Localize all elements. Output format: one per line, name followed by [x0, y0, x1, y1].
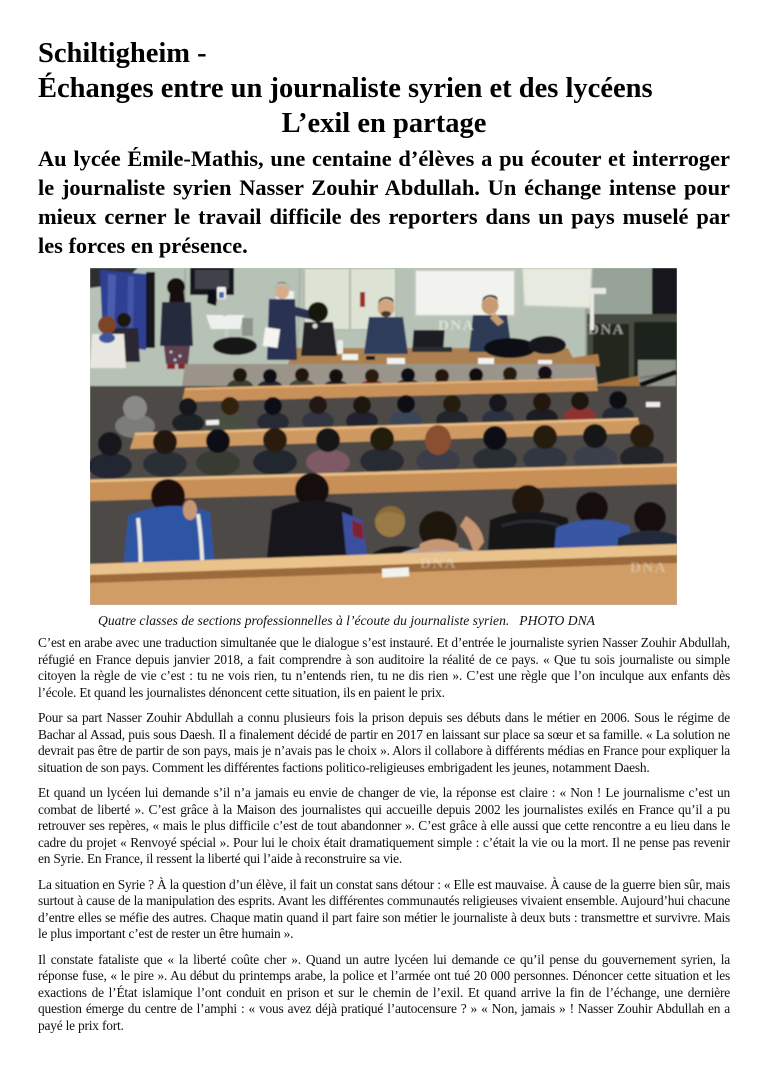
- body-paragraph: Et quand un lycéen lui demande s’il n’a jamais eu envie de changer de vie, la réponse est claire : « Non ! Le journalisme c’est un combat de liberté ». C’est grâce à la Maison des journalistes qui accueille depuis 2002 les journalistes exilés en France qu’il a pu retrouver ses repères, « mais le plus difficile c’est de tout abandonner ». C’est grâce à elle aussi que cette rencontre a eu lieu dans le cadre du projet « Renvoyé spécial ». Pour lui le choix était dramatiquement simple : c’était la vie ou la mort. Il ne pense pas revenir en Syrie. En France, il ressent la liberté qui l’aide à reconstruire sa vie.: [38, 785, 730, 866]
- lecture-hall-photo: [90, 268, 677, 605]
- article-lede: Au lycée Émile-Mathis, une centaine d’élèves a pu écouter et interroger le journaliste syrien Nasser Zouhir Abdullah. Un échange intense pour mieux cerner le travail difficile des reporters dans un pays muselé par les forces en présence.: [38, 146, 730, 258]
- article-header: [38, 36, 730, 260]
- title-line-3: L’exil en partage: [281, 108, 487, 139]
- fire-extinguisher: [360, 292, 365, 307]
- body-paragraph: C’est en arabe avec une traduction simultanée que le dialogue s’est instauré. Et d’entrée le journaliste syrien Nasser Zouhir Abdullah, réfugié en France depuis janvier 2018, a fait comprendre à son auditoire la réalité de ce pays. « Que tu sois journaliste ou simple citoyen la règle de vie c’est : tu ne vois rien, tu n’entends rien, tu ne dis rien ». C’est une règle que l’on inculque aux enfants dès l’école. Et quand les journalistes dénoncent cette situation, ils en paient le prix.: [38, 635, 730, 700]
- title-line-2: Échanges entre un journaliste syrien et des lycéens: [38, 73, 653, 104]
- soap-dispenser: [217, 287, 226, 299]
- whiteboard: [415, 270, 515, 316]
- photo-caption-text: Quatre classes de sections professionnelles à l’écoute du journaliste syrien.: [98, 613, 510, 628]
- body-paragraph: Il constate fataliste que « la liberté coûte cher ». Quand un autre lycéen lui demande ce qu’il pense du gouvernement syrien, la réponse fuse, « le pire ». Au début du printemps arabe, la police et l’armée ont tué 20 000 personnes. Dénoncer cette situation et les exactions de l’État islamique l’ont conduit en prison et sur le chemin de l’exil. Et quand arrive la fin de l’échange, une dernière question émerge du centre de l’amphi : « vous avez déjà pratiqué l’autocensure ? » « Non, jamais » ! Nasser Zouhir Abdullah en a payé le prix fort.: [38, 951, 730, 1033]
- body-paragraph: Pour sa part Nasser Zouhir Abdullah a connu plusieurs fois la prison depuis ses débuts dans le métier en 2006. Sous le régime de Bachar al Assad, puis sous Daesh. Il a finalement décidé de partir en 2017 en laissant sur place sa sœur et sa famille. « La solution ne devrait pas être de partir de son pays, mais je n’avais pas le choix ». Alors il collabore à différents médias en France pour expliquer la situation de son pays. Comment les différentes factions politico-religieuses embrigadent les jeunes, notamment Daesh.: [38, 710, 730, 775]
- photo-credit: PHOTO DNA: [519, 613, 595, 628]
- article-title: [38, 36, 730, 141]
- article-photo-figure: [90, 268, 677, 629]
- svg-text:DNA: DNA: [420, 556, 457, 572]
- article-body: [38, 635, 730, 1034]
- body-paragraph: La situation en Syrie ? À la question d’un élève, il fait un constat sans détour : « Elle est mauvaise. À cause de la guerre bien sûr, mais surtout à cause de la manipulation des esprits. Avant les différentes communautés religieuses vivaient ensemble. Aujourd’hui chacune d’entre elles se méfie des autres. Chaque matin quand il part faire son métier le journaliste à deux buts : transmettre et survivre. Mais le plus important c’est de rester un être humain ».: [38, 876, 730, 941]
- svg-text:DNA: DNA: [438, 318, 475, 334]
- svg-text:DNA: DNA: [588, 322, 625, 338]
- photo-caption: [68, 612, 677, 629]
- lecture-hall-illustration: [90, 268, 677, 605]
- svg-text:DNA: DNA: [630, 560, 667, 576]
- title-line-1: Schiltigheim -: [38, 38, 207, 69]
